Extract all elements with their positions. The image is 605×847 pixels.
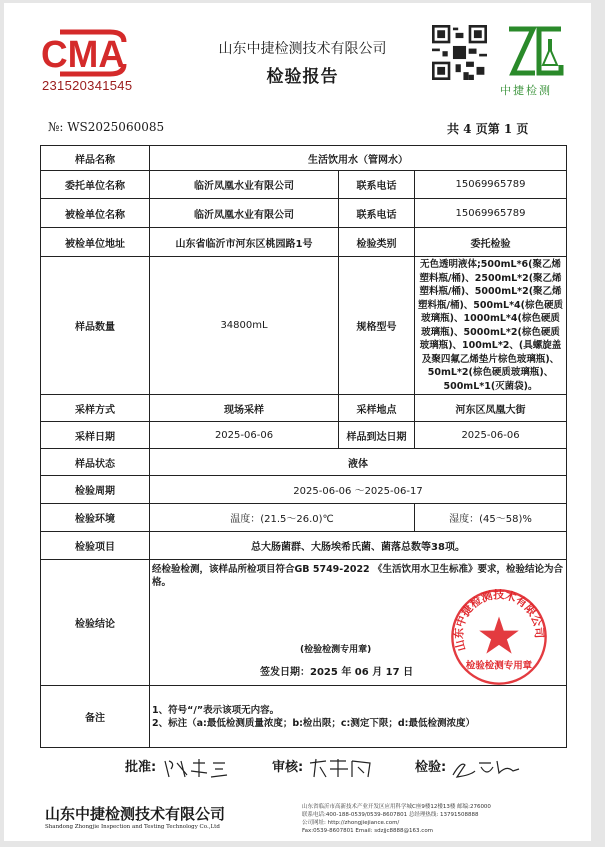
label: 采样地点: [339, 395, 415, 422]
row-address: [41, 228, 567, 257]
value: 临沂凤凰水业有限公司: [150, 199, 339, 228]
handwritten-signature: [451, 757, 521, 779]
value: 2025-06-06: [415, 422, 567, 449]
page-count: 共 4 页第 1 页: [447, 122, 529, 136]
footer-company-en: Shandong Zhongjie Inspection and Testing Technology Co.,Ltd: [45, 824, 220, 830]
footer-company: 山东中捷检测技术有限公司: [45, 805, 226, 823]
report-number: №: WS2025060085: [48, 120, 165, 134]
value: 15069965789: [415, 171, 567, 199]
footer-contact: [302, 803, 491, 835]
approve-label: 批准:: [125, 760, 157, 775]
row-dates: [41, 422, 567, 449]
value: 液体: [150, 449, 567, 476]
label: 备注: [41, 686, 150, 748]
label: 样品名称: [41, 146, 150, 171]
value: 总大肠菌群、大肠埃希氏菌、菌落总数等38项。: [150, 532, 567, 560]
value: 34800mL: [150, 257, 339, 395]
label: 检验项目: [41, 532, 150, 560]
value: 山东省临沂市河东区桃园路1号: [150, 228, 339, 257]
inspect-label: 检验:: [415, 760, 447, 775]
row-period: [41, 476, 567, 504]
footer-fax-email: Fax:0539-8607801 Email: sdzjjc8888@163.com: [302, 828, 434, 834]
label: 采样日期: [41, 422, 150, 449]
remark-line: 1、符号“/”表示该项无内容。: [152, 704, 280, 716]
label: 联系电话: [339, 199, 415, 228]
footer-phone: 联系电话:400-188-0539/0539-8607801 总经理热线: 13791508888: [302, 812, 479, 818]
label: 被检单位地址: [41, 228, 150, 257]
conclusion-cell: [150, 560, 567, 686]
value: 现场采样: [150, 395, 339, 422]
seal-label: (检验检测专用章): [300, 645, 372, 655]
inspect-signature: [415, 756, 521, 779]
review-signature: [272, 756, 378, 779]
zhongjie-logo: [505, 25, 565, 77]
humidity: 湿度：(45～58)%: [415, 504, 567, 532]
label: 检验类别: [339, 228, 415, 257]
seal-text: 山东中捷检测技术有限公司: [452, 588, 546, 653]
conclusion-text: 经检验检测，该样品所检项目符合GB 5749-2022 《生活饮用水卫生标准》要求，检验结论为合格。: [152, 564, 563, 588]
row-inspected: [41, 199, 567, 228]
value: 河东区凤凰大街: [415, 395, 567, 422]
value: 临沂凤凰水业有限公司: [150, 171, 339, 199]
row-quantity: [41, 257, 567, 395]
row-sample-name: [41, 146, 567, 171]
row-client: [41, 171, 567, 199]
remarks-cell: [150, 686, 567, 748]
value: 委托检验: [415, 228, 567, 257]
label: 检验结论: [41, 560, 150, 686]
remark-line: 2、标注（a:最低检测质量浓度；b:检出限；c:测定下限；d:最低检测浓度）: [152, 717, 475, 729]
label: 联系电话: [339, 171, 415, 199]
seal-bottom-text: 检验检测专用章: [465, 660, 533, 672]
row-conclusion: [41, 560, 567, 686]
qr-code: [432, 25, 487, 80]
cma-mark-text: CMA: [41, 34, 125, 76]
report-title: 检验报告: [266, 67, 339, 87]
value: 生活饮用水（管网水）: [150, 146, 567, 171]
label: 被检单位名称: [41, 199, 150, 228]
logo-text: 中捷检测: [500, 84, 552, 97]
label: 样品状态: [41, 449, 150, 476]
label: 检验环境: [41, 504, 150, 532]
review-label: 审核:: [272, 760, 304, 775]
footer-website: 公司网址: http://zhongjiejiance.com/: [302, 820, 400, 826]
official-seal: [450, 588, 548, 686]
row-items: [41, 532, 567, 560]
row-environment: [41, 504, 567, 532]
label: 采样方式: [41, 395, 150, 422]
approve-signature: [125, 756, 231, 779]
cma-number: 231520341545: [42, 78, 133, 93]
label: 规格型号: [339, 257, 415, 395]
footer-address: 山东省临沂市高新技术产业开发区应用科学城C座9楼12楼13楼 邮编:276000: [302, 804, 491, 810]
value: 15069965789: [415, 199, 567, 228]
temperature: 温度：(21.5～26.0)℃: [150, 504, 415, 532]
row-sampling: [41, 395, 567, 422]
label: 检验周期: [41, 476, 150, 504]
company-name: 山东中捷检测技术有限公司: [218, 41, 387, 57]
value: 无色透明液体;500mL*6(聚乙烯塑料瓶/桶)、2500mL*2(聚乙烯塑料瓶/桶)、5000mL*2(聚乙烯塑料瓶/桶)、500mL*4(棕色硬质玻璃瓶)、1000mL*4(棕色硬质玻璃瓶)、5000mL*2(棕色硬质玻璃瓶)、100mL*2、(具螺旋盖及聚四氟乙烯垫片棕色玻璃瓶)、50mL*2(棕色硬质玻璃瓶)、500mL*1(灭菌袋)。: [415, 257, 567, 395]
row-state: [41, 449, 567, 476]
handwritten-signature: [161, 757, 231, 779]
label: 委托单位名称: [41, 171, 150, 199]
row-remarks: [41, 686, 567, 748]
issue-date: 签发日期：2025 年 06 月 17 日: [260, 667, 414, 678]
report-table: [40, 145, 567, 748]
label: 样品数量: [41, 257, 150, 395]
value: 2025-06-06: [150, 422, 339, 449]
value: 2025-06-06 ～2025-06-17: [150, 476, 567, 504]
handwritten-signature: [308, 757, 378, 779]
label: 样品到达日期: [339, 422, 415, 449]
